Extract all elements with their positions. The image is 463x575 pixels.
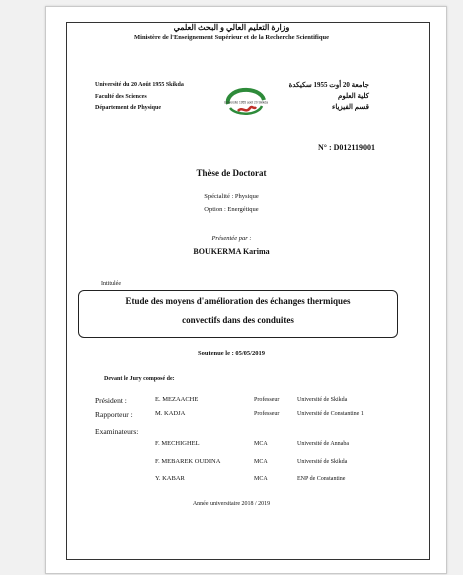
thesis-title-line-1: Etude des moyens d'amélioration des échanges thermiques (125, 296, 351, 306)
jury-university: Université de Skikda (297, 397, 348, 403)
faculty-name-arabic: كلية العلوم (338, 92, 369, 100)
jury-name: F. MEBAREK OUDINA (155, 458, 221, 465)
thesis-title-box (78, 290, 398, 338)
jury-grade: MCA (254, 441, 268, 447)
ministry-french: Ministère de l'Enseignement Supérieur et de la Recherche Scientifique (134, 34, 329, 41)
defense-date: Soutenue le : 05/05/2019 (198, 350, 265, 357)
reference-number: N° : D012119001 (318, 143, 375, 152)
specialite: Spécialité : Physique (204, 193, 259, 200)
university-name-arabic: جامعة 20 أوت 1955 سكيكدة (288, 81, 369, 89)
jury-name: M. KADJA (155, 410, 186, 417)
jury-grade: Professeur (254, 411, 280, 417)
jury-university: Université de Annaba (297, 441, 349, 447)
jury-university: Université de Skikda (297, 459, 348, 465)
rapporteur-label: Rapporteur : (95, 410, 133, 419)
examinateurs-label: Examinateurs: (95, 427, 139, 436)
jury-university: ENP de Constantine (297, 476, 346, 482)
academic-year: Année universitaire 2018 / 2019 (192, 501, 271, 507)
intitule-label: Intitulée (101, 281, 121, 287)
logo-text: Université 1955 août 20 Skikda (224, 100, 268, 105)
jury-name: F. MECHIGHEL (155, 440, 200, 447)
jury-grade: MCA (254, 476, 268, 482)
jury-name: Y. KABAR (155, 475, 185, 482)
department-name: Département de Physique (95, 105, 161, 111)
jury-grade: Professeur (254, 397, 280, 403)
jury-intro: Devant le Jury composé de: (104, 376, 175, 382)
option: Option : Energétique (204, 206, 259, 213)
thesis-type: Thèse de Doctorat (196, 168, 267, 178)
jury-university: Université de Constantine 1 (297, 411, 364, 417)
jury-name: E. MEZAACHE (155, 396, 199, 403)
university-name: Université du 20 Août 1955 Skikda (95, 82, 184, 88)
university-logo (224, 86, 268, 118)
ministry-arabic: وزارة التعليم العالي و البحث العلمي (173, 23, 290, 32)
department-name-arabic: قسم الفيزياء (332, 103, 369, 111)
presented-by: Présentée par : (211, 235, 252, 242)
thesis-title-line-2: convectifs dans des conduites (182, 315, 294, 325)
president-label: Président : (95, 396, 127, 405)
jury-grade: MCA (254, 459, 268, 465)
faculty-name: Faculté des Sciences (95, 94, 147, 100)
author-name: BOUKERMA Karima (193, 247, 270, 256)
